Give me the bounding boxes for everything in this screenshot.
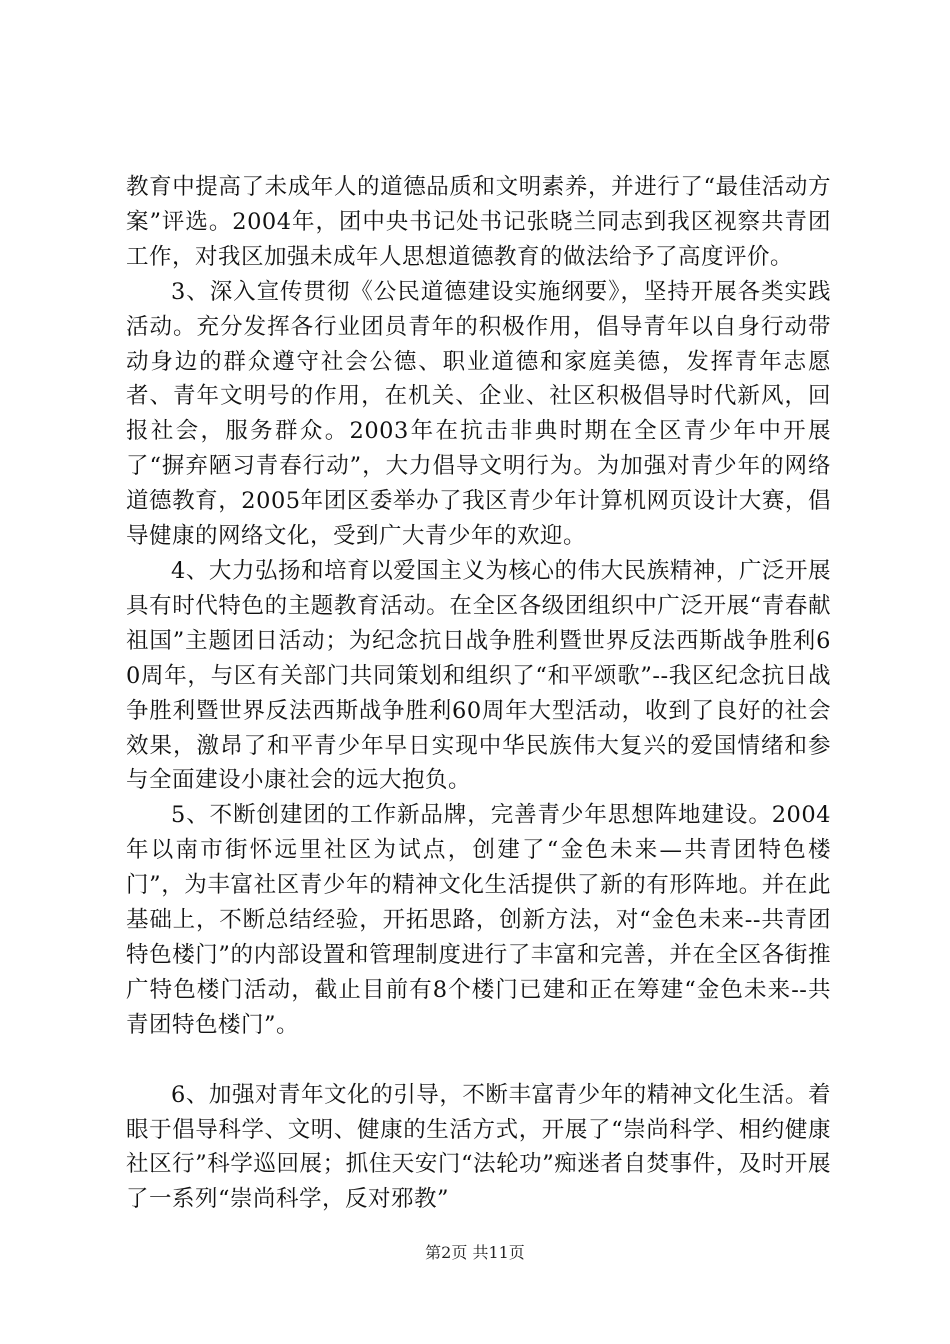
paragraph-item-4: 4、大力弘扬和培育以爱国主义为核心的伟大民族精神，广泛开展具有时代特色的主题教育活动。在全区各级团组织中广泛开展“青春献祖国”主题团日活动；为纪念抗日战争胜利暨世界反法西斯战争胜利60周年，与区有关部门共同策划和组织了“和平颂歌”--我区纪念抗日战争胜利暨世界反法西斯战争胜利60周年大型活动，收到了良好的社会效果，激昂了和平青少年早日实现中华民族伟大复兴的爱国情绪和参与全面建设小康社会的远大抱负。 xyxy=(126,557,831,794)
document-body xyxy=(126,170,831,1217)
paragraph-item-6: 6、加强对青年文化的引导，不断丰富青少年的精神文化生活。着眼于倡导科学、文明、健康的生活方式，开展了“崇尚科学、相约健康社区行”科学巡回展；抓住天安门“法轮功”痴迷者自焚事件，及时开展了一系列“崇尚科学，反对邪教” xyxy=(126,1081,831,1213)
page-number-footer: 第2页 共11页 xyxy=(425,1243,525,1262)
paragraph-item-5: 5、不断创建团的工作新品牌，完善青少年思想阵地建设。2004年以南市街怀远里社区为试点，创建了“金色未来—共青团特色楼门”，为丰富社区青少年的精神文化生活提供了新的有形阵地。并在此基础上，不断总结经验，开拓思路，创新方法，对“金色未来--共青团特色楼门”的内部设置和管理制度进行了丰富和完善，并在全区各街推广特色楼门活动，截止目前有8个楼门已建和正在筹建“金色未来--共青团特色楼门”。 xyxy=(126,802,831,1038)
paragraph-continuation: 教育中提高了未成年人的道德品质和文明素养，并进行了“最佳活动方案”评选。2004年，团中央书记处书记张晓兰同志到我区视察共青团工作，对我区加强未成年人思想道德教育的做法给予了高度评价。 xyxy=(126,174,831,270)
paragraph-item-3: 3、深入宣传贯彻《公民道德建设实施纲要》，坚持开展各类实践活动。充分发挥各行业团员青年的积极作用，倡导青年以自身行动带动身边的群众遵守社会公德、职业道德和家庭美德，发挥青年志愿者、青年文明号的作用，在机关、企业、社区积极倡导时代新风，回报社会，服务群众。2003年在抗击非典时期在全区青少年中开展了“摒弃陋习青春行动”，大力倡导文明行为。为加强对青少年的网络道德教育，2005年团区委举办了我区青少年计算机网页设计大赛，倡导健康的网络文化，受到广大青少年的欢迎。 xyxy=(126,278,831,550)
